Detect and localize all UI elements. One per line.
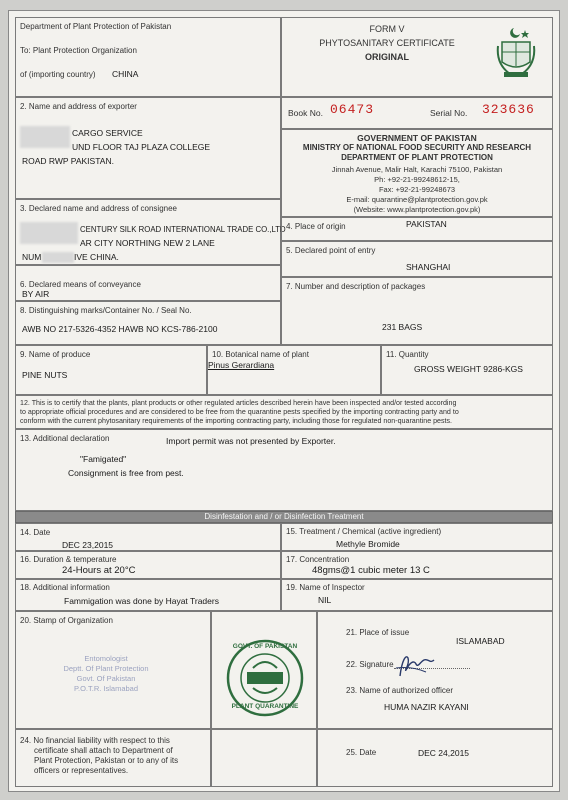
issue-date-label: 25. Date [346, 748, 377, 757]
state-emblem-icon [494, 24, 538, 80]
treatment-value: Methyle Bromide [336, 539, 400, 549]
liability-line2: certificate shall attach to Department of [34, 746, 173, 755]
treatment-date-box [15, 523, 281, 551]
exporter-label: 2. Name and address of exporter [20, 102, 137, 111]
exporter-box [15, 97, 281, 199]
additional-line2: "Famigated" [80, 454, 127, 464]
book-no: 06473 [330, 102, 375, 117]
disinfestation-bar [15, 511, 553, 523]
marks-box [15, 301, 281, 345]
government-box [281, 129, 553, 217]
seal-box [211, 611, 317, 729]
duration-label: 16. Duration & temperature [20, 555, 117, 564]
origin-label: 4. Place of origin [286, 222, 346, 231]
stamp-line4: P.O.T.R. Islamabad [73, 684, 139, 693]
exporter-line2: UND FLOOR TAJ PLAZA COLLEGE [72, 142, 211, 152]
inspector-label: 19. Name of Inspector [286, 583, 365, 592]
consignee-line1: CENTURY SILK ROAD INTERNATIONAL TRADE CO.,LTD [80, 225, 286, 234]
stamp-line1: Entomologist [84, 654, 128, 663]
additional-line1: Import permit was not presented by Exporter. [166, 436, 336, 446]
date-label: 14. Date [20, 528, 51, 537]
issue-box [317, 611, 553, 729]
redacted-block [20, 126, 70, 148]
consignee-line2: AR CITY NORTHING NEW 2 LANE [80, 238, 215, 248]
seal-bottom-text: PLANT QUARANTINE [231, 703, 299, 710]
treatment-label: 15. Treatment / Chemical (active ingredient) [286, 527, 442, 536]
seal-top-text: GOVT. OF PAKISTAN [232, 643, 298, 650]
consignee-box [15, 199, 286, 265]
form-title: FORM V [369, 24, 405, 34]
officer-label: 23. Name of authorized officer [346, 686, 454, 695]
additional-info-box [15, 579, 281, 611]
stamp-line2: Deptt. Of Plant Protection [63, 664, 149, 673]
gov-line8: (Website: www.plantprotection.gov.pk) [353, 205, 481, 214]
liability-line1: 24. No financial liability with respect to this [20, 736, 170, 745]
exporter-line3: ROAD RWP PAKISTAN. [22, 156, 114, 166]
entry-box [281, 241, 553, 277]
inspector-value: NIL [318, 595, 332, 605]
original-label: ORIGINAL [365, 52, 409, 62]
entry-value: SHANGHAI [406, 262, 451, 272]
gov-line2: MINISTRY OF NATIONAL FOOD SECURITY AND RESEARCH [302, 143, 532, 152]
signature-scribble-icon [392, 650, 442, 680]
exporter-line1: CARGO SERVICE [72, 128, 143, 138]
signature-label: 22. Signature [346, 660, 394, 669]
to-org-label: To: Plant Protection Organization [20, 46, 137, 55]
certificate-title-box [281, 17, 553, 97]
packages-label: 7. Number and description of packages [286, 282, 426, 291]
consignee-line3: NUM [22, 252, 42, 262]
issue-date-value: DEC 24,2015 [418, 748, 470, 758]
liability-line4: officers or representatives. [34, 766, 129, 775]
botanical-box [207, 345, 381, 395]
gov-line3: DEPARTMENT OF PLANT PROTECTION [341, 153, 493, 162]
quantity-label: 11. Quantity [386, 350, 429, 359]
disinfestation-title: Disinfestation and / or Disinfection Treatment [204, 512, 364, 521]
redacted-block [42, 252, 74, 263]
stamp-text-block [46, 654, 166, 694]
serial-no: 323636 [482, 102, 535, 117]
place-issue-value: ISLAMABAD [456, 636, 505, 646]
additional-line3: Consignment is free from pest. [68, 468, 184, 478]
gov-line1: GOVERNMENT OF PAKISTAN [357, 133, 477, 143]
duration-value: 24-Hours at 20°C [62, 565, 136, 576]
packages-value: 231 BAGS [382, 322, 423, 332]
marks-label: 8. Distinguishing marks/Container No. / Seal No. [20, 306, 192, 315]
packages-box [281, 277, 553, 345]
certify-line2: to appropriate official procedures and are considered to be free from the quarantine pests specified by the importing contracting party and to [20, 408, 459, 416]
marks-value: AWB NO 217-5326-4352 HAWB NO KCS-786-2100 [22, 324, 218, 334]
produce-value: PINE NUTS [22, 370, 68, 380]
origin-box [281, 217, 553, 241]
consignee-label: 3. Declared name and address of consignee [20, 204, 177, 213]
botanical-label: 10. Botanical name of plant [212, 350, 309, 359]
origin-value: PAKISTAN [406, 219, 447, 229]
quantity-box [381, 345, 553, 395]
conveyance-box [15, 265, 281, 301]
concentration-box [281, 551, 553, 579]
additional-info-value: Fammigation was done by Hayat Traders [64, 596, 219, 606]
stamp-label: 20. Stamp of Organization [20, 616, 113, 625]
botanical-value: Pinus Gerardiana [208, 360, 275, 370]
quantity-value: GROSS WEIGHT 9286-KGS [414, 364, 523, 374]
consignee-line3b: IVE CHINA. [74, 252, 119, 262]
treatment-box [281, 523, 553, 551]
gov-line4: Jinnah Avenue, Malir Halt, Karachi 75100, Pakistan [331, 165, 503, 174]
certificate-sheet [8, 10, 560, 792]
certify-line3: conform with the current phytosanitary requirements of the importing contracting party, including those for regulated non-quarantine pests. [20, 417, 453, 425]
stamp-line3: Govt. Of Pakistan [76, 674, 136, 683]
concentration-label: 17. Concentration [286, 555, 350, 564]
gov-line7: E-mail: quarantine@plantprotection.gov.pk [346, 195, 488, 204]
concentration-value: 48gms@1 cubic meter 13 C [312, 565, 430, 576]
certificate-title: PHYTOSANITARY CERTIFICATE [319, 38, 455, 48]
inspector-box [281, 579, 553, 611]
dept-label: Department of Plant Protection of Pakistan [20, 22, 172, 31]
duration-box [15, 551, 281, 579]
serial-no-label: Serial No. [430, 108, 468, 118]
importing-country: CHINA [112, 69, 139, 79]
destination-box [15, 17, 281, 97]
stamp-box [15, 611, 211, 729]
seal-box-lower [211, 729, 317, 787]
additional-label: 13. Additional declaration [20, 434, 110, 443]
place-issue-label: 21. Place of issue [346, 628, 410, 637]
officer-value: HUMA NAZIR KAYANI [384, 702, 469, 712]
produce-label: 9. Name of produce [20, 350, 91, 359]
produce-box [15, 345, 207, 395]
entry-label: 5. Declared point of entry [286, 246, 376, 255]
date-value: DEC 23,2015 [62, 540, 114, 550]
gov-line6: Fax: +92-21-99248673 [378, 185, 456, 194]
additional-info-label: 18. Additional information [20, 583, 110, 592]
certify-line1: 12. This is to certify that the plants, plant products or other regulated articles described herein have been inspected and/or tested according [20, 399, 457, 407]
issue-date-box [317, 729, 553, 787]
additional-declaration-box [15, 429, 553, 511]
importing-country-label: of (importing country) [20, 70, 96, 79]
book-serial-box [281, 97, 553, 129]
liability-box [15, 729, 211, 787]
certification-box [15, 395, 553, 429]
redacted-block [20, 222, 78, 244]
conveyance-value: BY AIR [22, 289, 50, 299]
book-no-label: Book No. [288, 108, 323, 118]
liability-line3: Plant Protection, Pakistan or to any of its [34, 756, 179, 765]
conveyance-label: 6. Declared means of conveyance [20, 280, 141, 289]
gov-line5: Ph: +92-21-99248612-15, [374, 175, 460, 184]
